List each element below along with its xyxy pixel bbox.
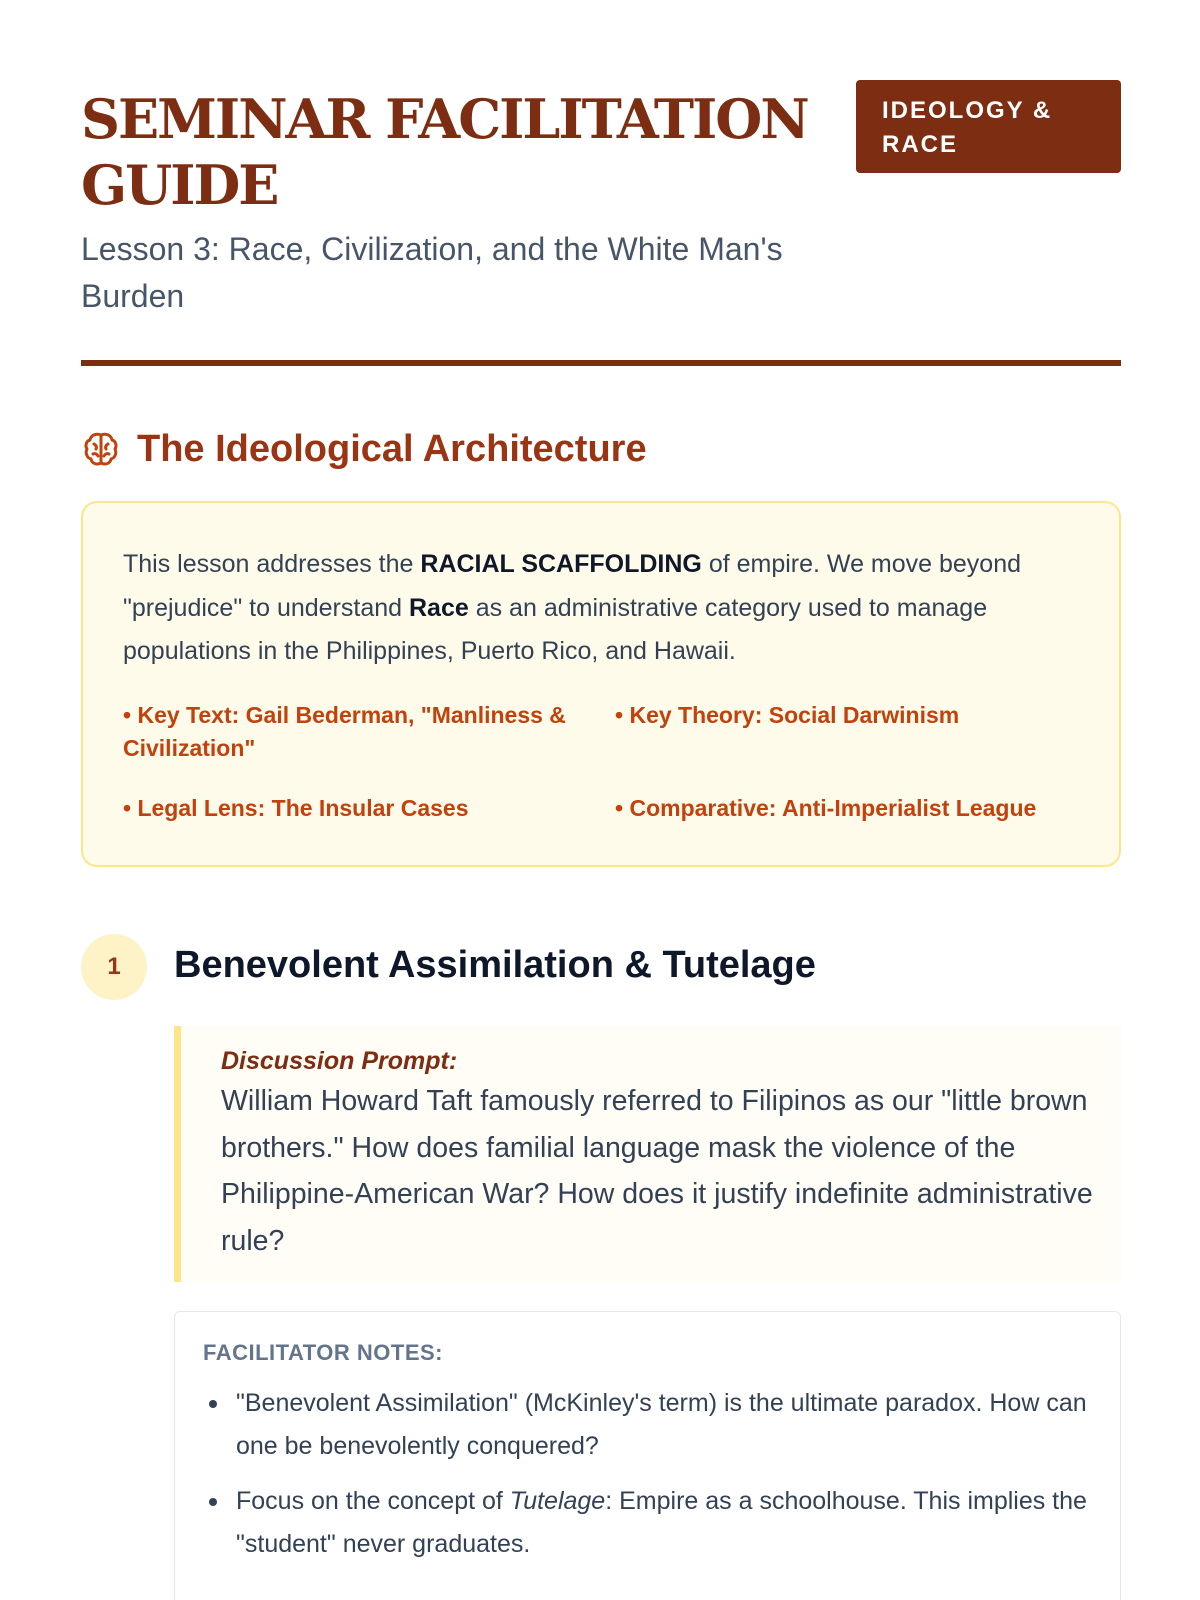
tag-comparative: • Comparative: Anti-Imperialist League: [615, 792, 1085, 825]
list-item: "Benevolent Assimilation" (McKinley's term) is the ultimate paradox. How can one be benevolently conquered?: [203, 1382, 1092, 1468]
notes-label: FACILITATOR NOTES:: [203, 1340, 443, 1365]
tag-key-text: • Key Text: Gail Bederman, "Manliness & Civilization": [123, 699, 593, 765]
prompt-label: Discussion Prompt:: [221, 1047, 458, 1075]
guide-page: [81, 80, 1121, 1558]
category-badge: IDEOLOGY & RACE: [856, 80, 1121, 173]
tag-legal-lens: • Legal Lens: The Insular Cases: [123, 792, 593, 825]
emphasis-term: Tutelage: [509, 1487, 606, 1515]
intro-callout: [81, 501, 1121, 867]
lesson-subtitle: Lesson 3: Race, Civilization, and the White Man's Burden: [81, 231, 783, 314]
step-title: Benevolent Assimilation & Tutelage: [174, 944, 816, 986]
tag-key-theory: • Key Theory: Social Darwinism: [615, 699, 1085, 732]
brain-icon: [81, 429, 121, 469]
notes-list: [203, 1382, 1092, 1566]
step-number: 1: [81, 934, 147, 1000]
section-heading: [81, 424, 647, 474]
discussion-prompt: [174, 1026, 1121, 1282]
page-title: SEMINAR FACILITATION GUIDE: [81, 87, 808, 217]
facilitator-notes: [174, 1311, 1121, 1600]
header-divider: [81, 360, 1121, 366]
section-title: The Ideological Architecture: [137, 427, 647, 470]
prompt-text: William Howard Taft famously referred to Filipinos as our "little brown brothers." How does familial language mask the violence of the Philippine-American War? How does it justify indefinite administrative rule?: [221, 1085, 1093, 1257]
intro-bold-term: RACIAL SCAFFOLDING: [420, 550, 702, 578]
list-item: Focus on the concept of Tutelage: Empire as a schoolhouse. This implies the "student" never graduates.: [203, 1480, 1092, 1566]
intro-bold-term: Race: [409, 593, 469, 622]
intro-paragraph: This lesson addresses the RACIAL SCAFFOLDING of empire. We move beyond "prejudice" to understand Race as an administrative category used to manage populations in the Philippines, Puerto Rico, and Hawaii.: [123, 550, 1022, 665]
header: [81, 80, 1121, 470]
